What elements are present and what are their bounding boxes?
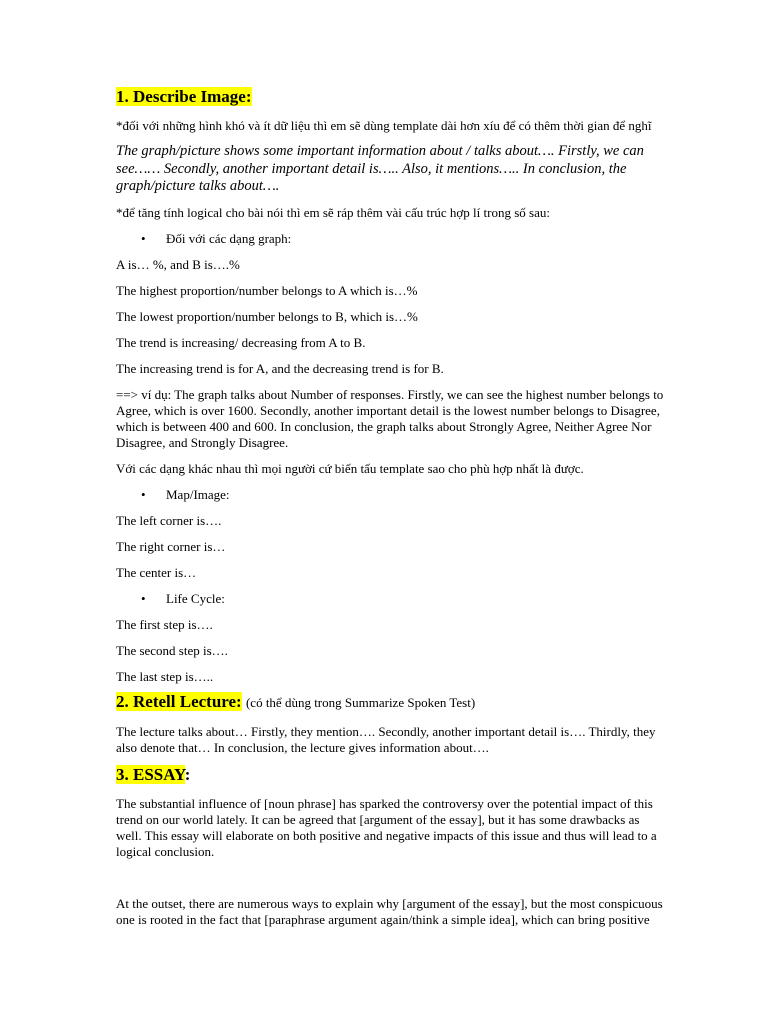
graph-line: The highest proportion/number belongs to A which is…% [116,282,418,298]
graph-line: The lowest proportion/number belongs to B, which is…% [116,308,418,324]
bullet-dot-icon: • [141,486,146,502]
bullet-graph-label: Đối với các dạng graph: [166,230,292,246]
section1-note: *đối với những hình khó và ít dữ liệu thì em sẽ dùng template dài hơn xíu để có thêm thời gian để nghĩ [116,118,652,133]
bullet-graph [116,231,668,247]
bullet-dot-icon: • [141,590,146,606]
section2-note: (có thể dùng trong Summarize Spoken Test) [245,694,476,710]
cycle-line: The second step is…. [116,642,228,658]
map-line: The right corner is… [116,538,226,554]
essay-paragraph-1: The substantial influence of [noun phrase] has sparked the controversy over the potential impact of this trend on our world lately. It can be agreed that [argument of the essay], but it has some drawbacks as well. This essay will elaborate on both positive and negative impacts of this issue and thus will lead to a logical conclusion. [116,795,657,859]
bullet-dot-icon: • [141,230,146,246]
map-line: The left corner is…. [116,512,222,528]
cycle-line: The first step is…. [116,616,213,632]
essay-paragraph-2: At the outset, there are numerous ways to explain why [argument of the essay], but the most conspicuous one is rooted in the fact that [paraphrase argument again/think a simple idea], which can bring positive [116,895,663,927]
section2-heading [116,691,668,714]
graph-line: The trend is increasing/ decreasing from A to B. [116,334,366,350]
bullet-cycle-label: Life Cycle: [166,590,225,606]
example-paragraph: ==> ví dụ: The graph talks about Number of responses. Firstly, we can see the highest number belongs to Agree, which is over 1600. Secondly, another important detail is the lowest number belongs to Disagree, which is between 400 and 600. In conclusion, the graph talks about Strongly Agree, Neither Agree Nor Disagree, and Strongly Disagree. [116,386,664,450]
cycle-line: The last step is….. [116,668,214,684]
section3-heading-text: 3. ESSAY [116,764,185,784]
document-page [116,86,668,928]
bullet-map-label: Map/Image: [166,486,230,502]
section1-logic-note: *để tăng tính logical cho bài nói thì em sẽ ráp thêm vài cấu trúc hợp lí trong số sau: [116,204,550,220]
section1-heading [116,86,668,108]
map-line: The center is… [116,564,197,580]
section2-heading-text: 2. Retell Lecture: [116,691,242,711]
bullet-life-cycle [116,591,668,607]
section2-template: The lecture talks about… Firstly, they mention…. Secondly, another important detail is…. Thirdly, they also denote that… In conclusion, the lecture gives information about…. [116,723,656,755]
graph-line: A is… %, and B is….% [116,256,240,272]
section1-template: The graph/picture shows some important information about / talks about…. Firstly, we can see…… Secondly, another important detail is….. Also, it mentions….. In conclusion, the graph/picture talks about…. [116,143,644,194]
section1-heading-text: 1. Describe Image: [116,87,252,106]
graph-line: The increasing trend is for A, and the decreasing trend is for B. [116,360,444,376]
bullet-map [116,487,668,503]
section3-heading-colon: : [184,764,191,784]
other-types-note: Với các dạng khác nhau thì mọi người cứ biến tấu template sao cho phù hợp nhất là được. [116,460,584,476]
section3-heading [116,764,668,786]
